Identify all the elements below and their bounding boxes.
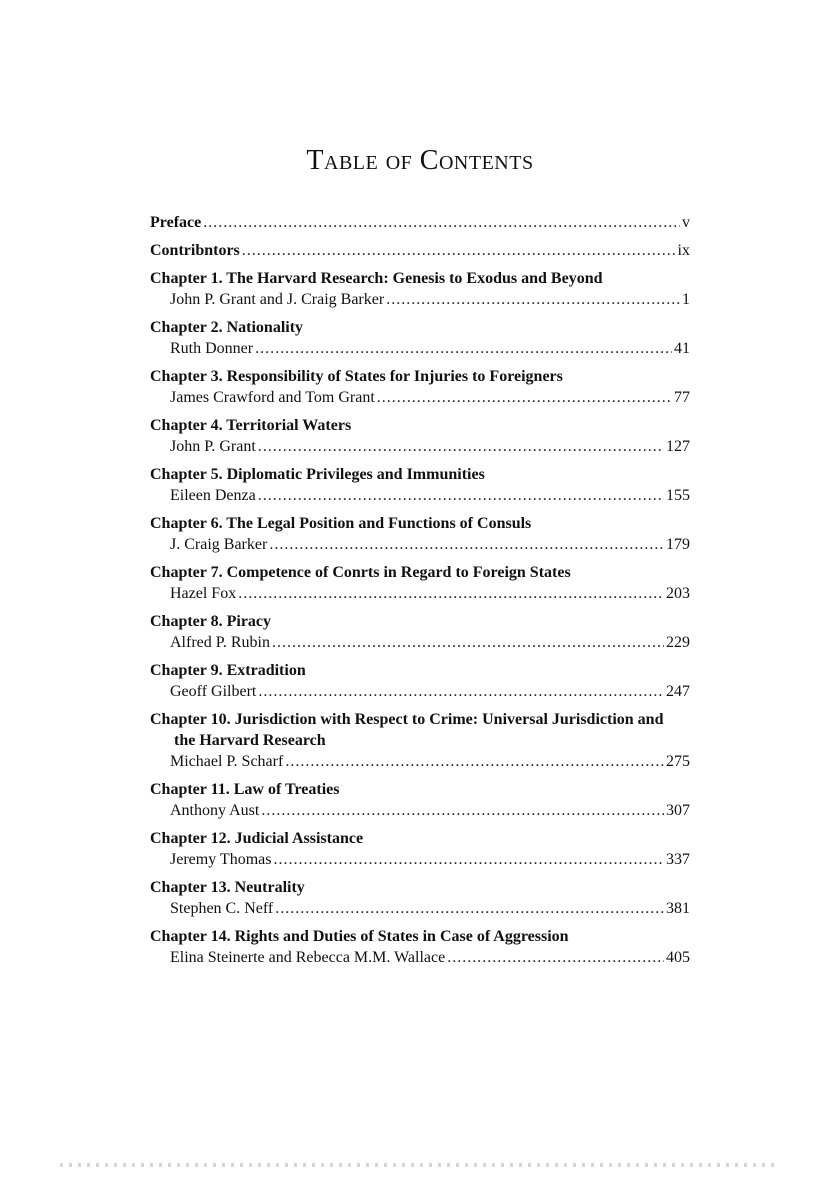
page-number: 41 — [674, 340, 690, 357]
leader-dots — [238, 583, 664, 604]
page-number: 203 — [666, 585, 690, 602]
chapter-authors: James Crawford and Tom Grant — [170, 389, 375, 406]
scan-footer-noise — [60, 1163, 780, 1167]
chapter-authors: John P. Grant — [170, 438, 256, 455]
toc-entry-chapter-1[interactable] — [150, 268, 690, 310]
chapter-authors: Hazel Fox — [170, 585, 237, 602]
chapter-heading: Chapter 12. Judicial Assistance — [150, 830, 364, 847]
chapter-authors: Alfred P. Rubin — [170, 634, 270, 651]
leader-dots — [447, 947, 664, 968]
toc-entry-chapter-12[interactable] — [150, 828, 690, 870]
leader-dots — [275, 898, 664, 919]
leader-dots — [242, 240, 676, 261]
chapter-authors: Elina Steinerte and Rebecca M.M. Wallace — [170, 949, 446, 966]
leader-dots — [203, 212, 680, 233]
page-number: 381 — [666, 900, 690, 917]
chapter-authors: Michael P. Scharf — [170, 753, 284, 770]
leader-dots — [255, 338, 672, 359]
page-number: 307 — [666, 802, 690, 819]
leader-dots — [285, 751, 664, 772]
chapter-heading: Chapter 13. Neutrality — [150, 879, 305, 896]
chapter-heading: Chapter 10. Jurisdiction with Respect to Crime: Universal Jurisdiction and the Harvard Research — [150, 711, 664, 749]
page-number: 77 — [674, 389, 690, 406]
entry-label: Contribntors — [150, 242, 240, 259]
table-of-contents — [150, 212, 690, 975]
toc-entry-chapter-11[interactable] — [150, 779, 690, 821]
toc-entry-chapter-10[interactable] — [150, 709, 690, 772]
page-number: 179 — [666, 536, 690, 553]
toc-entry-chapter-4[interactable] — [150, 415, 690, 457]
page-title: Table of Contents — [306, 145, 534, 176]
toc-entry-chapter-3[interactable] — [150, 366, 690, 408]
toc-entry-chapter-13[interactable] — [150, 877, 690, 919]
leader-dots — [377, 387, 672, 408]
page-number: 127 — [666, 438, 690, 455]
page-number: 155 — [666, 487, 690, 504]
chapter-heading: Chapter 4. Territorial Waters — [150, 417, 352, 434]
toc-entry-chapter-2[interactable] — [150, 317, 690, 359]
leader-dots — [272, 632, 664, 653]
leader-dots — [269, 534, 664, 555]
leader-dots — [386, 289, 680, 310]
toc-entry-chapter-5[interactable] — [150, 464, 690, 506]
leader-dots — [273, 849, 664, 870]
leader-dots — [258, 436, 664, 457]
toc-entry-chapter-6[interactable] — [150, 513, 690, 555]
page-number: 275 — [666, 753, 690, 770]
chapter-heading: Chapter 9. Extradition — [150, 662, 306, 679]
page-number: 405 — [666, 949, 690, 966]
chapter-heading: Chapter 3. Responsibility of States for Injuries to Foreigners — [150, 368, 563, 385]
toc-entry-chapter-9[interactable] — [150, 660, 690, 702]
page-number: 247 — [666, 683, 690, 700]
toc-entry-chapter-7[interactable] — [150, 562, 690, 604]
chapter-authors: Anthony Aust — [170, 802, 260, 819]
chapter-authors: J. Craig Barker — [170, 536, 268, 553]
toc-entry-chapter-14[interactable] — [150, 926, 690, 968]
chapter-authors: Jeremy Thomas — [170, 851, 272, 868]
chapter-heading: Chapter 1. The Harvard Research: Genesis to Exodus and Beyond — [150, 270, 603, 287]
chapter-authors: Ruth Donner — [170, 340, 254, 357]
chapter-heading: Chapter 7. Competence of Conrts in Regard to Foreign States — [150, 564, 571, 581]
page-number: 337 — [666, 851, 690, 868]
chapter-heading: Chapter 5. Diplomatic Privileges and Immunities — [150, 466, 485, 483]
page-number: v — [682, 214, 690, 231]
page-number: 1 — [682, 291, 690, 308]
toc-entry-contributors[interactable] — [150, 240, 690, 261]
page-number: 229 — [666, 634, 690, 651]
chapter-heading: Chapter 14. Rights and Duties of States in Case of Aggression — [150, 928, 569, 945]
chapter-heading: Chapter 11. Law of Treaties — [150, 781, 340, 798]
entry-label: Preface — [150, 214, 202, 231]
chapter-authors: Stephen C. Neff — [170, 900, 274, 917]
chapter-heading: Chapter 2. Nationality — [150, 319, 304, 336]
leader-dots — [261, 800, 664, 821]
toc-entry-chapter-8[interactable] — [150, 611, 690, 653]
leader-dots — [258, 681, 664, 702]
chapter-heading: Chapter 8. Piracy — [150, 613, 272, 630]
leader-dots — [258, 485, 664, 506]
chapter-authors: Geoff Gilbert — [170, 683, 257, 700]
page-number: ix — [677, 242, 690, 259]
chapter-heading: Chapter 6. The Legal Position and Functions of Consuls — [150, 515, 532, 532]
chapter-authors: John P. Grant and J. Craig Barker — [170, 291, 385, 308]
chapter-authors: Eileen Denza — [170, 487, 256, 504]
toc-entry-preface[interactable] — [150, 212, 690, 233]
